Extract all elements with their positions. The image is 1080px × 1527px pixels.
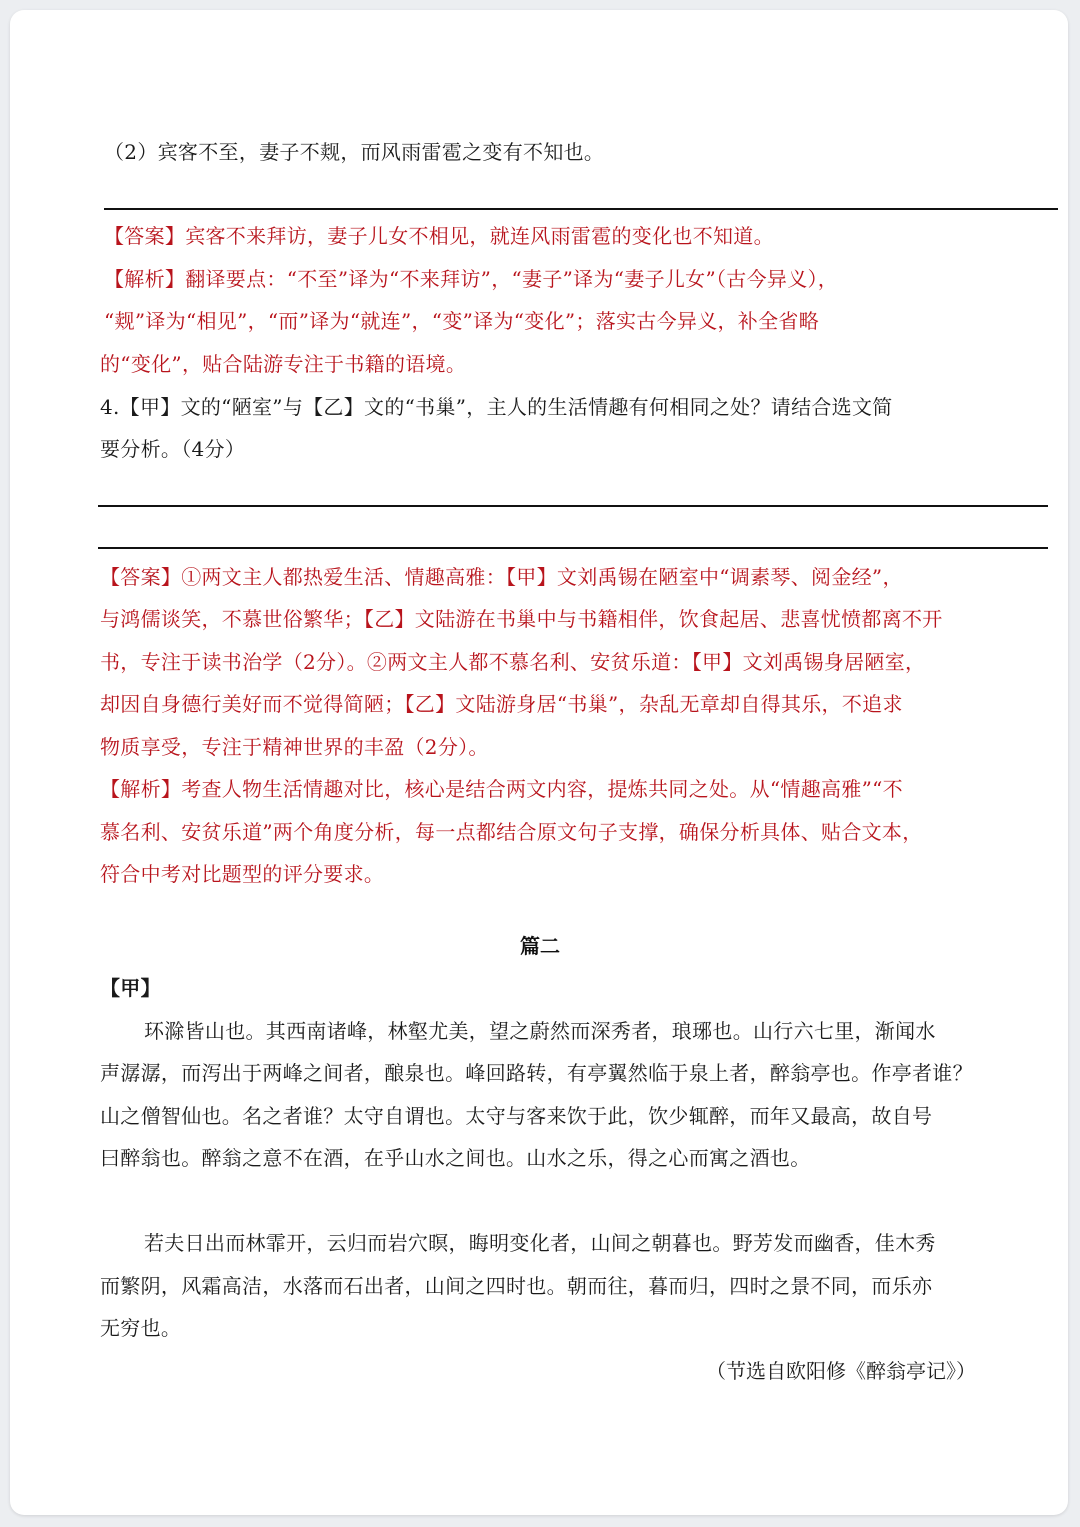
analysis-line: 的“变化”，贴合陆游专注于书籍的语境。 xyxy=(100,352,467,376)
answer-text: 【答案】宾客不来拜访，妻子儿女不相见，就连风雨雷雹的变化也不知道。 xyxy=(104,224,774,248)
passage-line: 无穷也。 xyxy=(100,1316,182,1340)
passage-line: 曰醉翁也。醉翁之意不在酒，在乎山水之间也。山水之乐，得之心而寓之酒也。 xyxy=(100,1146,811,1170)
answer-blank-line xyxy=(104,208,1058,210)
answer-line: 却因自身德行美好而不觉得简陋；【乙】文陆游身居“书巢”，杂乱无章却自得其乐，不追求 xyxy=(100,692,903,716)
passage-line: 若夫日出而林霏开，云归而岩穴暝，晦明变化者，山间之朝暮也。野芳发而幽香，佳木秀 xyxy=(144,1231,936,1255)
analysis-line: 符合中考对比题型的评分要求。 xyxy=(100,862,385,886)
question-4-line: 要分析。（4分） xyxy=(100,437,246,461)
analysis-line: 【解析】翻译要点：“不至”译为“不来拜访”，“妻子”译为“妻子儿女”（古今异义）， xyxy=(104,267,839,291)
analysis-line: “觌”译为“相见”，“而”译为“就连”，“变”译为“变化”；落实古今异义，补全省略 xyxy=(104,309,819,333)
passage-label: 【甲】 xyxy=(100,976,161,1000)
passage-line: 山之僧智仙也。名之者谁？太守自谓也。太守与客来饮于此，饮少辄醉，而年又最高，故自号 xyxy=(100,1104,933,1128)
section-title: 篇二 xyxy=(520,934,560,958)
passage-line: 环滁皆山也。其西南诸峰，林壑尤美，望之蔚然而深秀者，琅琊也。山行六七里，渐闻水 xyxy=(144,1019,936,1043)
question-3-item-2: （2）宾客不至，妻子不觌，而风雨雷雹之变有不知也。 xyxy=(104,140,605,164)
answer-line: 与鸿儒谈笑，不慕世俗繁华；【乙】文陆游在书巢中与书籍相伴，饮食起居、悲喜忧愤都离不开 xyxy=(100,607,943,631)
answer-line: 书，专注于读书治学（2分）。②两文主人都不慕名利、安贫乐道：【甲】文刘禹锡身居陋室， xyxy=(100,650,926,674)
answer-line: 物质享受，专注于精神世界的丰盈（2分）。 xyxy=(100,735,489,759)
answer-blank-line xyxy=(98,547,1048,549)
answer-blank-line xyxy=(98,505,1048,507)
source-note: （节选自欧阳修《醉翁亭记》） xyxy=(706,1359,976,1383)
question-4-line: 4.【甲】文的“陋室”与【乙】文的“书巢”，主人的生活情趣有何相同之处？请结合选文简 xyxy=(100,395,893,419)
passage-line: 而繁阴，风霜高洁，水落而石出者，山间之四时也。朝而往，暮而归，四时之景不同，而乐亦 xyxy=(100,1274,933,1298)
analysis-line: 慕名利、安贫乐道”两个角度分析，每一点都结合原文句子支撑，确保分析具体、贴合文本， xyxy=(100,820,923,844)
analysis-line: 【解析】考查人物生活情趣对比，核心是结合两文内容，提炼共同之处。从“情趣高雅”“不 xyxy=(100,777,903,801)
answer-line: 【答案】①两文主人都热爱生活、情趣高雅：【甲】文刘禹锡在陋室中“调素琴、阅金经”， xyxy=(100,565,903,589)
passage-line: 声潺潺，而泻出于两峰之间者，酿泉也。峰回路转，有亭翼然临于泉上者，醉翁亭也。作亭者谁？ xyxy=(100,1061,973,1085)
